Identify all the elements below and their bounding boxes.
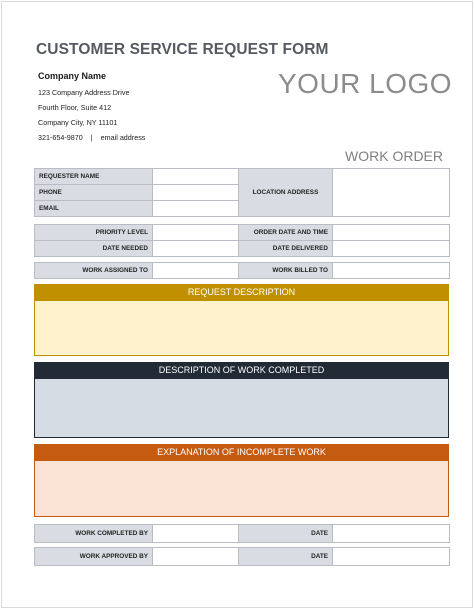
requester-name-field[interactable] xyxy=(153,169,239,185)
company-phone: 321-654-9870 xyxy=(38,133,83,142)
completed-date-label: DATE xyxy=(239,525,333,543)
email-field[interactable] xyxy=(153,201,239,217)
approved-by-table xyxy=(34,547,450,566)
work-billed-label: WORK BILLED TO xyxy=(239,263,333,279)
form-page xyxy=(1,1,473,608)
work-order-heading: WORK ORDER xyxy=(345,148,443,164)
work-completed-header: DESCRIPTION OF WORK COMPLETED xyxy=(34,362,449,379)
date-needed-field[interactable] xyxy=(153,241,239,257)
request-description-header: REQUEST DESCRIPTION xyxy=(34,284,449,301)
work-approved-by-label: WORK APPROVED BY xyxy=(35,548,153,566)
work-assigned-label: WORK ASSIGNED TO xyxy=(35,263,153,279)
requester-name-label: REQUESTER NAME xyxy=(35,169,153,185)
approved-date-field[interactable] xyxy=(333,548,450,566)
date-delivered-field[interactable] xyxy=(333,241,450,257)
work-completed-field[interactable] xyxy=(34,379,449,438)
assignment-table xyxy=(34,262,450,279)
date-delivered-label: DATE DELIVERED xyxy=(239,241,333,257)
priority-level-label: PRIORITY LEVEL xyxy=(35,225,153,241)
incomplete-work-field[interactable] xyxy=(34,461,449,517)
company-city: Company City, NY 11101 xyxy=(38,118,118,127)
order-date-field[interactable] xyxy=(333,225,450,241)
logo-placeholder: YOUR LOGO xyxy=(278,68,453,99)
email-label: EMAIL xyxy=(35,201,153,217)
completed-by-table xyxy=(34,524,450,543)
company-contact xyxy=(38,133,145,142)
contact-separator: | xyxy=(90,133,93,142)
phone-label: PHONE xyxy=(35,185,153,201)
completed-date-field[interactable] xyxy=(333,525,450,543)
work-assigned-field[interactable] xyxy=(153,263,239,279)
incomplete-work-header: EXPLANATION OF INCOMPLETE WORK xyxy=(34,444,449,461)
work-approved-by-field[interactable] xyxy=(153,548,239,566)
requester-table xyxy=(34,168,450,217)
priority-level-field[interactable] xyxy=(153,225,239,241)
work-completed-by-field[interactable] xyxy=(153,525,239,543)
location-address-label: LOCATION ADDRESS xyxy=(239,169,333,217)
company-address-line2: Fourth Floor, Suite 412 xyxy=(38,103,112,112)
order-date-label: ORDER DATE AND TIME xyxy=(239,225,333,241)
form-title: CUSTOMER SERVICE REQUEST FORM xyxy=(36,41,329,58)
location-address-field[interactable] xyxy=(333,169,450,217)
request-description-field[interactable] xyxy=(34,301,449,356)
phone-field[interactable] xyxy=(153,185,239,201)
company-name: Company Name xyxy=(38,71,107,81)
company-address-line1: 123 Company Address Drive xyxy=(38,88,130,97)
dates-table xyxy=(34,224,450,257)
date-needed-label: DATE NEEDED xyxy=(35,241,153,257)
company-email: email address xyxy=(100,133,146,142)
work-billed-field[interactable] xyxy=(333,263,450,279)
work-completed-by-label: WORK COMPLETED BY xyxy=(35,525,153,543)
approved-date-label: DATE xyxy=(239,548,333,566)
